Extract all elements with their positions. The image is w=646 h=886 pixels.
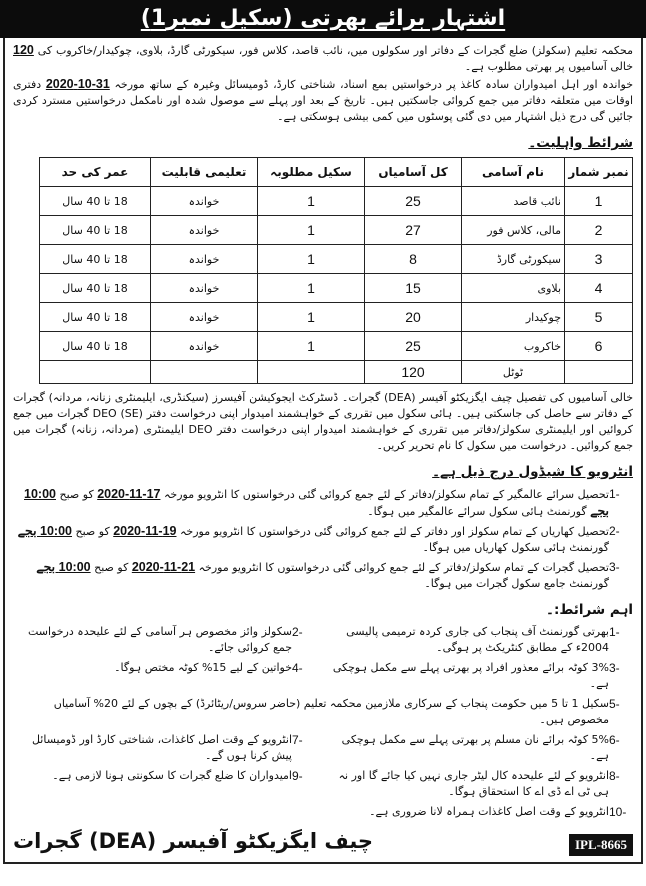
table-cell: 27 [365,216,462,245]
table-cell: 1 [565,187,633,216]
item-text: کو صبح [75,525,110,538]
item-text: تحصیل کھاریاں کے تمام سکولز اور دفاتر کے لئے جمع کروائی گئی درخواستوں کا انٹرویو مورخہ [179,525,609,538]
column-header: عمر کی حد [40,158,151,187]
ad-code: IPL-8665 [569,834,633,856]
table-cell: خواندہ [151,303,258,332]
ad-border [3,38,643,864]
item-text: کو صبح [59,488,94,501]
item-body [13,486,609,520]
column-header: سکیل مطلوبہ [258,158,365,187]
table-cell: 1 [258,303,365,332]
item-number: 10- [609,805,627,819]
intro-text-end: دفتری اوقات میں متعلقہ دفاتر میں جمع کروائی جاسکتیں [13,78,633,107]
item-text: انٹرویو کے لئے علیحدہ کال لیٹر جاری نہیں کیا جائے گا اور نہ ہی ٹی اے ڈی اے کا استحقاق ہوگا۔ [338,769,609,798]
intro-line-1 [13,42,633,75]
intro-text-end: خالی آسامیوں پر بھرتی مطلوب ہے۔ [464,60,633,73]
item-number: 8- [609,769,620,783]
conditions-list [13,624,633,822]
interview-date: 17-11-2020 [97,487,161,501]
table-cell: 25 [365,332,462,361]
column-header: کل آسامیاں [365,158,462,187]
table-cell: 6 [565,332,633,361]
table-cell: مالی، کلاس فور [462,216,565,245]
item-text: انٹرویو کے وقت اصل کاغذات، شناختی کارڈ اور ڈومیسائل پیش کرنا ہوں گے۔ [31,733,292,762]
table-cell: خواندہ [151,274,258,303]
column-header: تعلیمی قابلیت [151,158,258,187]
table-cell: 5 [565,303,633,332]
table-cell: سیکورٹی گارڈ [462,245,565,274]
table-row [40,303,633,332]
interview-date: 19-11-2020 [113,524,177,538]
item-text: تحصیل گجرات کے تمام سکولز/دفاتر کے لئے جمع کروائی گئی درخواستوں کا انٹرویو مورخہ [198,561,609,574]
item-number: 2- [292,625,303,639]
details-line-3: (مردانہ، زنانہ) گجرات میں جمع کروائیں۔ درخواست میں سکول کا نام تحریر کریں۔ [13,423,633,452]
table-cell: 1 [258,332,365,361]
ad-title: اشتہار برائے بھرتی (سکیل نمبر1) [140,6,506,31]
item-text: کو صبح [94,561,129,574]
deadline-date: 31-10-2020 [45,77,110,91]
table-cell: 20 [365,303,462,332]
table-cell: 25 [365,187,462,216]
details-line-2: میں تقرری کے خواہشمند امیدوار اپنی درخواست دفتر DEO (SE) گجرات میں جمع کروائیں اور ایلیمنٹری سکولز/دفاتر میں تقرری کے خواہشمند امیدوار اپنی درخواست دفتر DEO ایلیمنٹری [13,407,633,436]
details-paragraph [13,390,633,454]
table-header-row [40,158,633,187]
table-row [40,216,633,245]
table-cell [151,361,258,384]
table-cell: 4 [565,274,633,303]
table-cell: 8 [365,245,462,274]
condition-item [13,660,316,692]
table-cell: 18 تا 40 سال [40,216,151,245]
intro-text: خواندہ اور اہل امیدواران سادہ کاغذ پر درخواستیں بمع اسناد، شناختی کارڈ، ڈومیسائل وغیرہ کے ساتھ مورخہ [114,78,633,91]
interview-time: 10:00 بجے [24,487,609,518]
interview-time: 10:00 بجے [17,524,73,538]
item-text: خواتین کے لیے 15% کوٹہ مختص ہوگا۔ [114,661,292,674]
table-cell: خواندہ [151,332,258,361]
item-text: 3% کوٹہ برائے معذور افراد پر بھرتی پہلے سے مکمل ہوچکی ہے۔ [332,661,609,690]
table-cell [565,361,633,384]
item-body [13,559,609,592]
vacancy-count: 120 [13,43,34,57]
interview-heading: انٹرویو کا شیڈول درج ذیل ہے۔ [432,464,633,480]
title-banner [0,0,646,38]
conditions-heading: اہم شرائط:۔ [546,602,633,618]
table-cell: خواندہ [151,245,258,274]
item-text: گورنمنٹ جامع سکول گجرات میں ہوگا۔ [424,577,609,590]
table-cell: 1 [258,274,365,303]
table-cell: خواندہ [151,187,258,216]
item-text: سکیل 1 تا 5 میں حکومت پنجاب کے سرکاری ملازمین محکمہ تعلیم (حاضر سروس/ریٹائرڈ) کے بچوں کے لئے 20% آسامیاں مخصوص ہیں۔ [53,697,609,726]
item-number: 3- [609,560,620,574]
table-cell: خواندہ [151,216,258,245]
condition-item [330,768,633,800]
condition-item [330,660,633,692]
item-text: تحصیل سرائے عالمگیر کے تمام سکولز/دفاتر کے لئے جمع کروائی گئی درخواستوں کا انٹرویو مورخہ [163,488,609,501]
table-row [40,274,633,303]
item-number: 1- [609,625,620,639]
table-cell: 18 تا 40 سال [40,187,151,216]
signature-block: چیف ایگزیکٹو آفیسر (DEA) گجرات [13,829,374,853]
item-number: 2- [609,524,620,538]
table-row [40,245,633,274]
item-text: امیدواران کا ضلع گجرات کا سکونتی ہونا لازمی ہے۔ [52,769,292,782]
table-cell: 1 [258,187,365,216]
details-line-1: خالی آسامیوں کی تفصیل چیف ایگزیکٹو آفیسر (DEA) گجرات۔ ڈسٹرکٹ ایجوکیشن آفیسرز (سیکنڈری، ایلیمنٹری زنانہ، مردانہ) گجرات کے دفاتر سے حاصل کی جاسکتی ہیں۔ ہائی سکول [13,391,634,420]
item-text: گورنمنٹ ہائی سکول کھاریاں میں ہوگا۔ [422,541,609,554]
table-cell: 18 تا 40 سال [40,303,151,332]
item-text: سکولز وائز مخصوص ہر آسامی کے لئے علیحدہ درخواست جمع کروائی جائے۔ [28,625,292,654]
item-number: 5- [609,697,620,711]
footer [13,826,633,856]
interview-time: 10:00 بجے [36,560,91,574]
column-header: نمبر شمار [565,158,633,187]
interview-item [13,523,633,556]
item-number: 1- [609,487,620,501]
condition-item [13,768,316,800]
total-row [40,361,633,384]
condition-item [13,732,316,764]
interview-item [13,559,633,592]
item-text: انٹرویو کے وقت اصل کاغذات ہمراہ لانا ضروری ہے۔ [369,805,609,818]
item-text: 5% کوٹہ برائے نان مسلم پر بھرتی پہلے سے مکمل ہوچکی ہے۔ [341,733,609,762]
intro-text: محکمہ تعلیم (سکولز) ضلع گجرات کے دفاتر اور سکولوں میں، نائب قاصد، کلاس فور، سیکورٹی گارڈ، بلاوی، چوکیدار/خاکروب کی [37,44,633,57]
table-cell: 18 تا 40 سال [40,245,151,274]
table-cell [40,361,151,384]
intro-line-3: ہیں۔ تاریخ کے بعد اور پہلے سے موصول شدہ اور نامکمل درخواستیں مسترد کردی جائیں گی درج ذیل اشتہار میں دی گئی پوسٹوں میں کمی بیشی ہوسکتی ہے۔ [13,94,633,123]
item-text: گورنمنٹ ہائی سکول سرائے عالمگیر میں ہوگا۔ [367,505,587,518]
item-number: 4- [292,661,303,675]
table-cell: 120 [365,361,462,384]
column-header: نام آسامی [462,158,565,187]
item-text: بھرتی گورنمنٹ آف پنجاب کی جاری کردہ ترمیمی پالیسی 2004ء کے مطابق کنٹریکٹ پر ہوگی۔ [346,625,609,654]
condition-item [13,624,316,656]
table-cell: 18 تا 40 سال [40,332,151,361]
table-row [40,187,633,216]
table-cell [258,361,365,384]
table-cell: چوکیدار [462,303,565,332]
vacancy-table [39,157,633,384]
table-cell: خاکروب [462,332,565,361]
interview-item [13,486,633,520]
item-number: 3- [609,661,620,675]
item-body [13,523,609,556]
table-cell: 1 [258,245,365,274]
interview-list [13,486,633,592]
condition-item [330,624,633,656]
table-cell: 3 [565,245,633,274]
table-cell: 2 [565,216,633,245]
condition-item [330,804,633,820]
table-cell: 18 تا 40 سال [40,274,151,303]
table-cell: 1 [258,216,365,245]
table-cell: بلاوی [462,274,565,303]
interview-date: 21-11-2020 [131,560,196,574]
item-number: 9- [292,769,303,783]
intro-line-2 [13,76,633,125]
item-number: 6- [609,733,620,747]
item-number: 7- [292,733,303,747]
table-cell: 15 [365,274,462,303]
condition-item [330,732,633,764]
condition-item [13,696,633,728]
table-cell: نائب قاصد [462,187,565,216]
table-row [40,332,633,361]
table-cell: ٹوٹل [462,361,565,384]
eligibility-heading: شرائط واہلیت۔ [528,135,633,151]
